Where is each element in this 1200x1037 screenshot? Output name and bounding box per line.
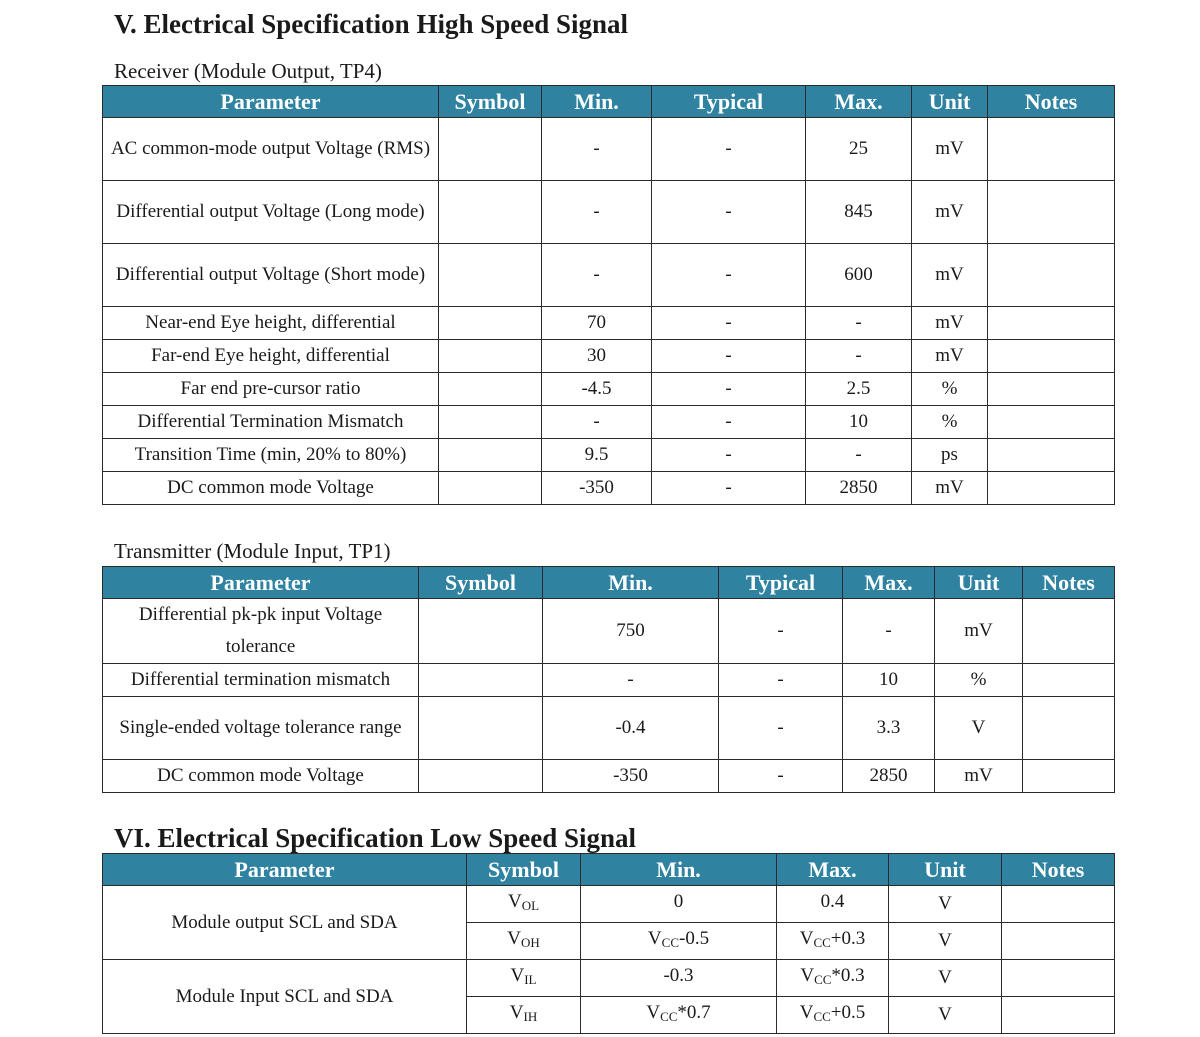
symbol-main: V xyxy=(509,1002,524,1023)
col-header-symbol: Symbol xyxy=(419,567,543,599)
parameter-cell: DC common mode Voltage xyxy=(103,472,439,505)
min-cell: - xyxy=(543,664,719,697)
value-main: 0 xyxy=(673,891,684,912)
parameter-cell: Far-end Eye height, differential xyxy=(103,340,439,373)
min-cell: - xyxy=(542,244,652,307)
value-subscript: CC xyxy=(814,972,832,987)
col-header-typical: Typical xyxy=(719,567,843,599)
min-cell: - xyxy=(542,181,652,244)
table-row xyxy=(103,340,1115,373)
low-speed-table xyxy=(102,853,1115,1034)
parameter-cell: Differential output Voltage (Short mode) xyxy=(103,244,439,307)
typical-cell: - xyxy=(719,697,843,760)
notes-cell xyxy=(988,244,1115,307)
max-cell xyxy=(777,960,889,997)
value-rest: -0.5 xyxy=(679,928,710,949)
value-subscript: CC xyxy=(813,935,831,950)
col-header-max: Max. xyxy=(777,854,889,886)
symbol-cell xyxy=(419,599,543,664)
typical-cell: - xyxy=(652,406,806,439)
min-cell: - xyxy=(542,118,652,181)
symbol-cell xyxy=(439,439,542,472)
symbol-subscript: IH xyxy=(523,1009,538,1024)
col-header-unit: Unit xyxy=(889,854,1002,886)
unit-cell: mV xyxy=(912,244,988,307)
symbol-main: V xyxy=(510,965,525,986)
max-cell: 2.5 xyxy=(806,373,912,406)
min-cell: 750 xyxy=(543,599,719,664)
min-cell: -350 xyxy=(543,760,719,793)
table-row xyxy=(103,886,1115,923)
symbol-cell xyxy=(419,697,543,760)
parameter-cell: Module output SCL and SDA xyxy=(103,886,467,960)
table-row xyxy=(103,181,1115,244)
max-cell: - xyxy=(806,439,912,472)
unit-cell: V xyxy=(889,997,1002,1034)
unit-cell: mV xyxy=(912,472,988,505)
symbol-cell xyxy=(467,923,581,960)
unit-cell: mV xyxy=(912,340,988,373)
min-cell: 9.5 xyxy=(542,439,652,472)
value-main: V xyxy=(800,965,815,986)
notes-cell xyxy=(988,118,1115,181)
symbol-cell xyxy=(439,118,542,181)
max-cell: 2850 xyxy=(843,760,935,793)
min-cell: -4.5 xyxy=(542,373,652,406)
col-header-symbol: Symbol xyxy=(467,854,581,886)
value-main: -0.3 xyxy=(663,965,694,986)
table-row xyxy=(103,664,1115,697)
value-rest: +0.3 xyxy=(830,928,866,949)
table-row xyxy=(103,697,1115,760)
notes-cell xyxy=(1023,599,1115,664)
unit-cell: mV xyxy=(912,118,988,181)
notes-cell xyxy=(1023,664,1115,697)
col-header-min: Min. xyxy=(543,567,719,599)
value-subscript: CC xyxy=(660,1009,678,1024)
transmitter-caption: Transmitter (Module Input, TP1) xyxy=(114,539,391,563)
col-header-min: Min. xyxy=(581,854,777,886)
value-rest: *0.7 xyxy=(677,1002,711,1023)
max-cell xyxy=(777,886,889,923)
unit-cell: V xyxy=(889,886,1002,923)
receiver-caption: Receiver (Module Output, TP4) xyxy=(114,59,382,83)
symbol-main: V xyxy=(507,928,521,949)
symbol-cell xyxy=(439,373,542,406)
parameter-cell: Far end pre-cursor ratio xyxy=(103,373,439,406)
notes-cell xyxy=(1002,923,1115,960)
symbol-subscript: IL xyxy=(524,972,537,987)
table-row xyxy=(103,960,1115,997)
table-row xyxy=(103,373,1115,406)
parameter-cell: Module Input SCL and SDA xyxy=(103,960,467,1034)
unit-cell: mV xyxy=(912,181,988,244)
unit-cell: V xyxy=(889,960,1002,997)
col-header-max: Max. xyxy=(843,567,935,599)
col-header-typical: Typical xyxy=(652,86,806,118)
col-header-notes: Notes xyxy=(1023,567,1115,599)
typical-cell: - xyxy=(652,373,806,406)
section-6-heading: VI. Electrical Specification Low Speed Signal xyxy=(114,823,636,853)
col-header-parameter: Parameter xyxy=(103,86,439,118)
symbol-cell xyxy=(439,340,542,373)
notes-cell xyxy=(988,181,1115,244)
parameter-cell: AC common-mode output Voltage (RMS) xyxy=(103,118,439,181)
typical-cell: - xyxy=(652,244,806,307)
low-speed-header-row xyxy=(103,854,1115,886)
symbol-main: V xyxy=(507,891,522,912)
col-header-max: Max. xyxy=(806,86,912,118)
symbol-cell xyxy=(439,406,542,439)
max-cell: 600 xyxy=(806,244,912,307)
max-cell: 10 xyxy=(843,664,935,697)
col-header-min: Min. xyxy=(542,86,652,118)
parameter-cell: DC common mode Voltage xyxy=(103,760,419,793)
unit-cell: V xyxy=(889,923,1002,960)
min-cell: 70 xyxy=(542,307,652,340)
table-row xyxy=(103,244,1115,307)
unit-cell: mV xyxy=(935,599,1023,664)
parameter-cell: Differential Termination Mismatch xyxy=(103,406,439,439)
min-cell xyxy=(581,886,777,923)
notes-cell xyxy=(1002,886,1115,923)
symbol-cell xyxy=(419,760,543,793)
unit-cell: ps xyxy=(912,439,988,472)
table-row xyxy=(103,406,1115,439)
parameter-cell: Near-end Eye height, differential xyxy=(103,307,439,340)
value-rest: *0.3 xyxy=(831,965,865,986)
typical-cell: - xyxy=(652,307,806,340)
notes-cell xyxy=(1023,697,1115,760)
col-header-symbol: Symbol xyxy=(439,86,542,118)
receiver-header-row xyxy=(103,86,1115,118)
symbol-subscript: OH xyxy=(520,935,540,950)
max-cell: - xyxy=(806,340,912,373)
value-main: V xyxy=(799,928,814,949)
min-cell xyxy=(581,997,777,1034)
notes-cell xyxy=(988,406,1115,439)
col-header-parameter: Parameter xyxy=(103,854,467,886)
parameter-cell: Single-ended voltage tolerance range xyxy=(103,697,419,760)
symbol-cell xyxy=(439,244,542,307)
table-row xyxy=(103,439,1115,472)
max-cell: 25 xyxy=(806,118,912,181)
typical-cell: - xyxy=(652,118,806,181)
max-cell: 3.3 xyxy=(843,697,935,760)
max-cell: 845 xyxy=(806,181,912,244)
notes-cell xyxy=(988,340,1115,373)
unit-cell: % xyxy=(935,664,1023,697)
symbol-cell xyxy=(467,960,581,997)
value-rest: +0.5 xyxy=(830,1002,866,1023)
typical-cell: - xyxy=(719,760,843,793)
symbol-cell xyxy=(439,307,542,340)
symbol-cell xyxy=(439,181,542,244)
receiver-table xyxy=(102,85,1115,505)
notes-cell xyxy=(1023,760,1115,793)
value-subscript: CC xyxy=(661,935,679,950)
notes-cell xyxy=(1002,997,1115,1034)
unit-cell: mV xyxy=(935,760,1023,793)
max-cell xyxy=(777,923,889,960)
section-5-heading: V. Electrical Specification High Speed Signal xyxy=(114,9,629,39)
parameter-cell: Differential termination mismatch xyxy=(103,664,419,697)
table-row xyxy=(103,760,1115,793)
typical-cell: - xyxy=(719,599,843,664)
notes-cell xyxy=(1002,960,1115,997)
col-header-notes: Notes xyxy=(988,86,1115,118)
value-main: 0.4 xyxy=(820,891,845,912)
typical-cell: - xyxy=(652,181,806,244)
parameter-cell: Transition Time (min, 20% to 80%) xyxy=(103,439,439,472)
col-header-notes: Notes xyxy=(1002,854,1115,886)
col-header-unit: Unit xyxy=(935,567,1023,599)
unit-cell: V xyxy=(935,697,1023,760)
symbol-cell xyxy=(419,664,543,697)
symbol-subscript: OL xyxy=(521,898,540,913)
min-cell: -350 xyxy=(542,472,652,505)
value-subscript: CC xyxy=(813,1009,831,1024)
min-cell: - xyxy=(542,406,652,439)
unit-cell: % xyxy=(912,373,988,406)
parameter-cell: Differential pk-pk input Voltage tolerance xyxy=(103,599,419,664)
min-cell xyxy=(581,960,777,997)
max-cell: 2850 xyxy=(806,472,912,505)
col-header-parameter: Parameter xyxy=(103,567,419,599)
max-cell: 10 xyxy=(806,406,912,439)
value-main: V xyxy=(646,1002,661,1023)
min-cell xyxy=(581,923,777,960)
typical-cell: - xyxy=(652,472,806,505)
col-header-unit: Unit xyxy=(912,86,988,118)
unit-cell: % xyxy=(912,406,988,439)
value-main: V xyxy=(647,928,662,949)
min-cell: -0.4 xyxy=(543,697,719,760)
typical-cell: - xyxy=(652,439,806,472)
max-cell xyxy=(777,997,889,1034)
symbol-cell xyxy=(439,472,542,505)
unit-cell: mV xyxy=(912,307,988,340)
table-row xyxy=(103,118,1115,181)
notes-cell xyxy=(988,439,1115,472)
symbol-cell xyxy=(467,886,581,923)
max-cell: - xyxy=(806,307,912,340)
notes-cell xyxy=(988,307,1115,340)
value-main: V xyxy=(799,1002,814,1023)
table-row xyxy=(103,599,1115,664)
max-cell: - xyxy=(843,599,935,664)
transmitter-header-row xyxy=(103,567,1115,599)
transmitter-table xyxy=(102,566,1115,793)
notes-cell xyxy=(988,472,1115,505)
min-cell: 30 xyxy=(542,340,652,373)
table-row xyxy=(103,307,1115,340)
typical-cell: - xyxy=(652,340,806,373)
parameter-cell: Differential output Voltage (Long mode) xyxy=(103,181,439,244)
typical-cell: - xyxy=(719,664,843,697)
notes-cell xyxy=(988,373,1115,406)
symbol-cell xyxy=(467,997,581,1034)
table-row xyxy=(103,472,1115,505)
